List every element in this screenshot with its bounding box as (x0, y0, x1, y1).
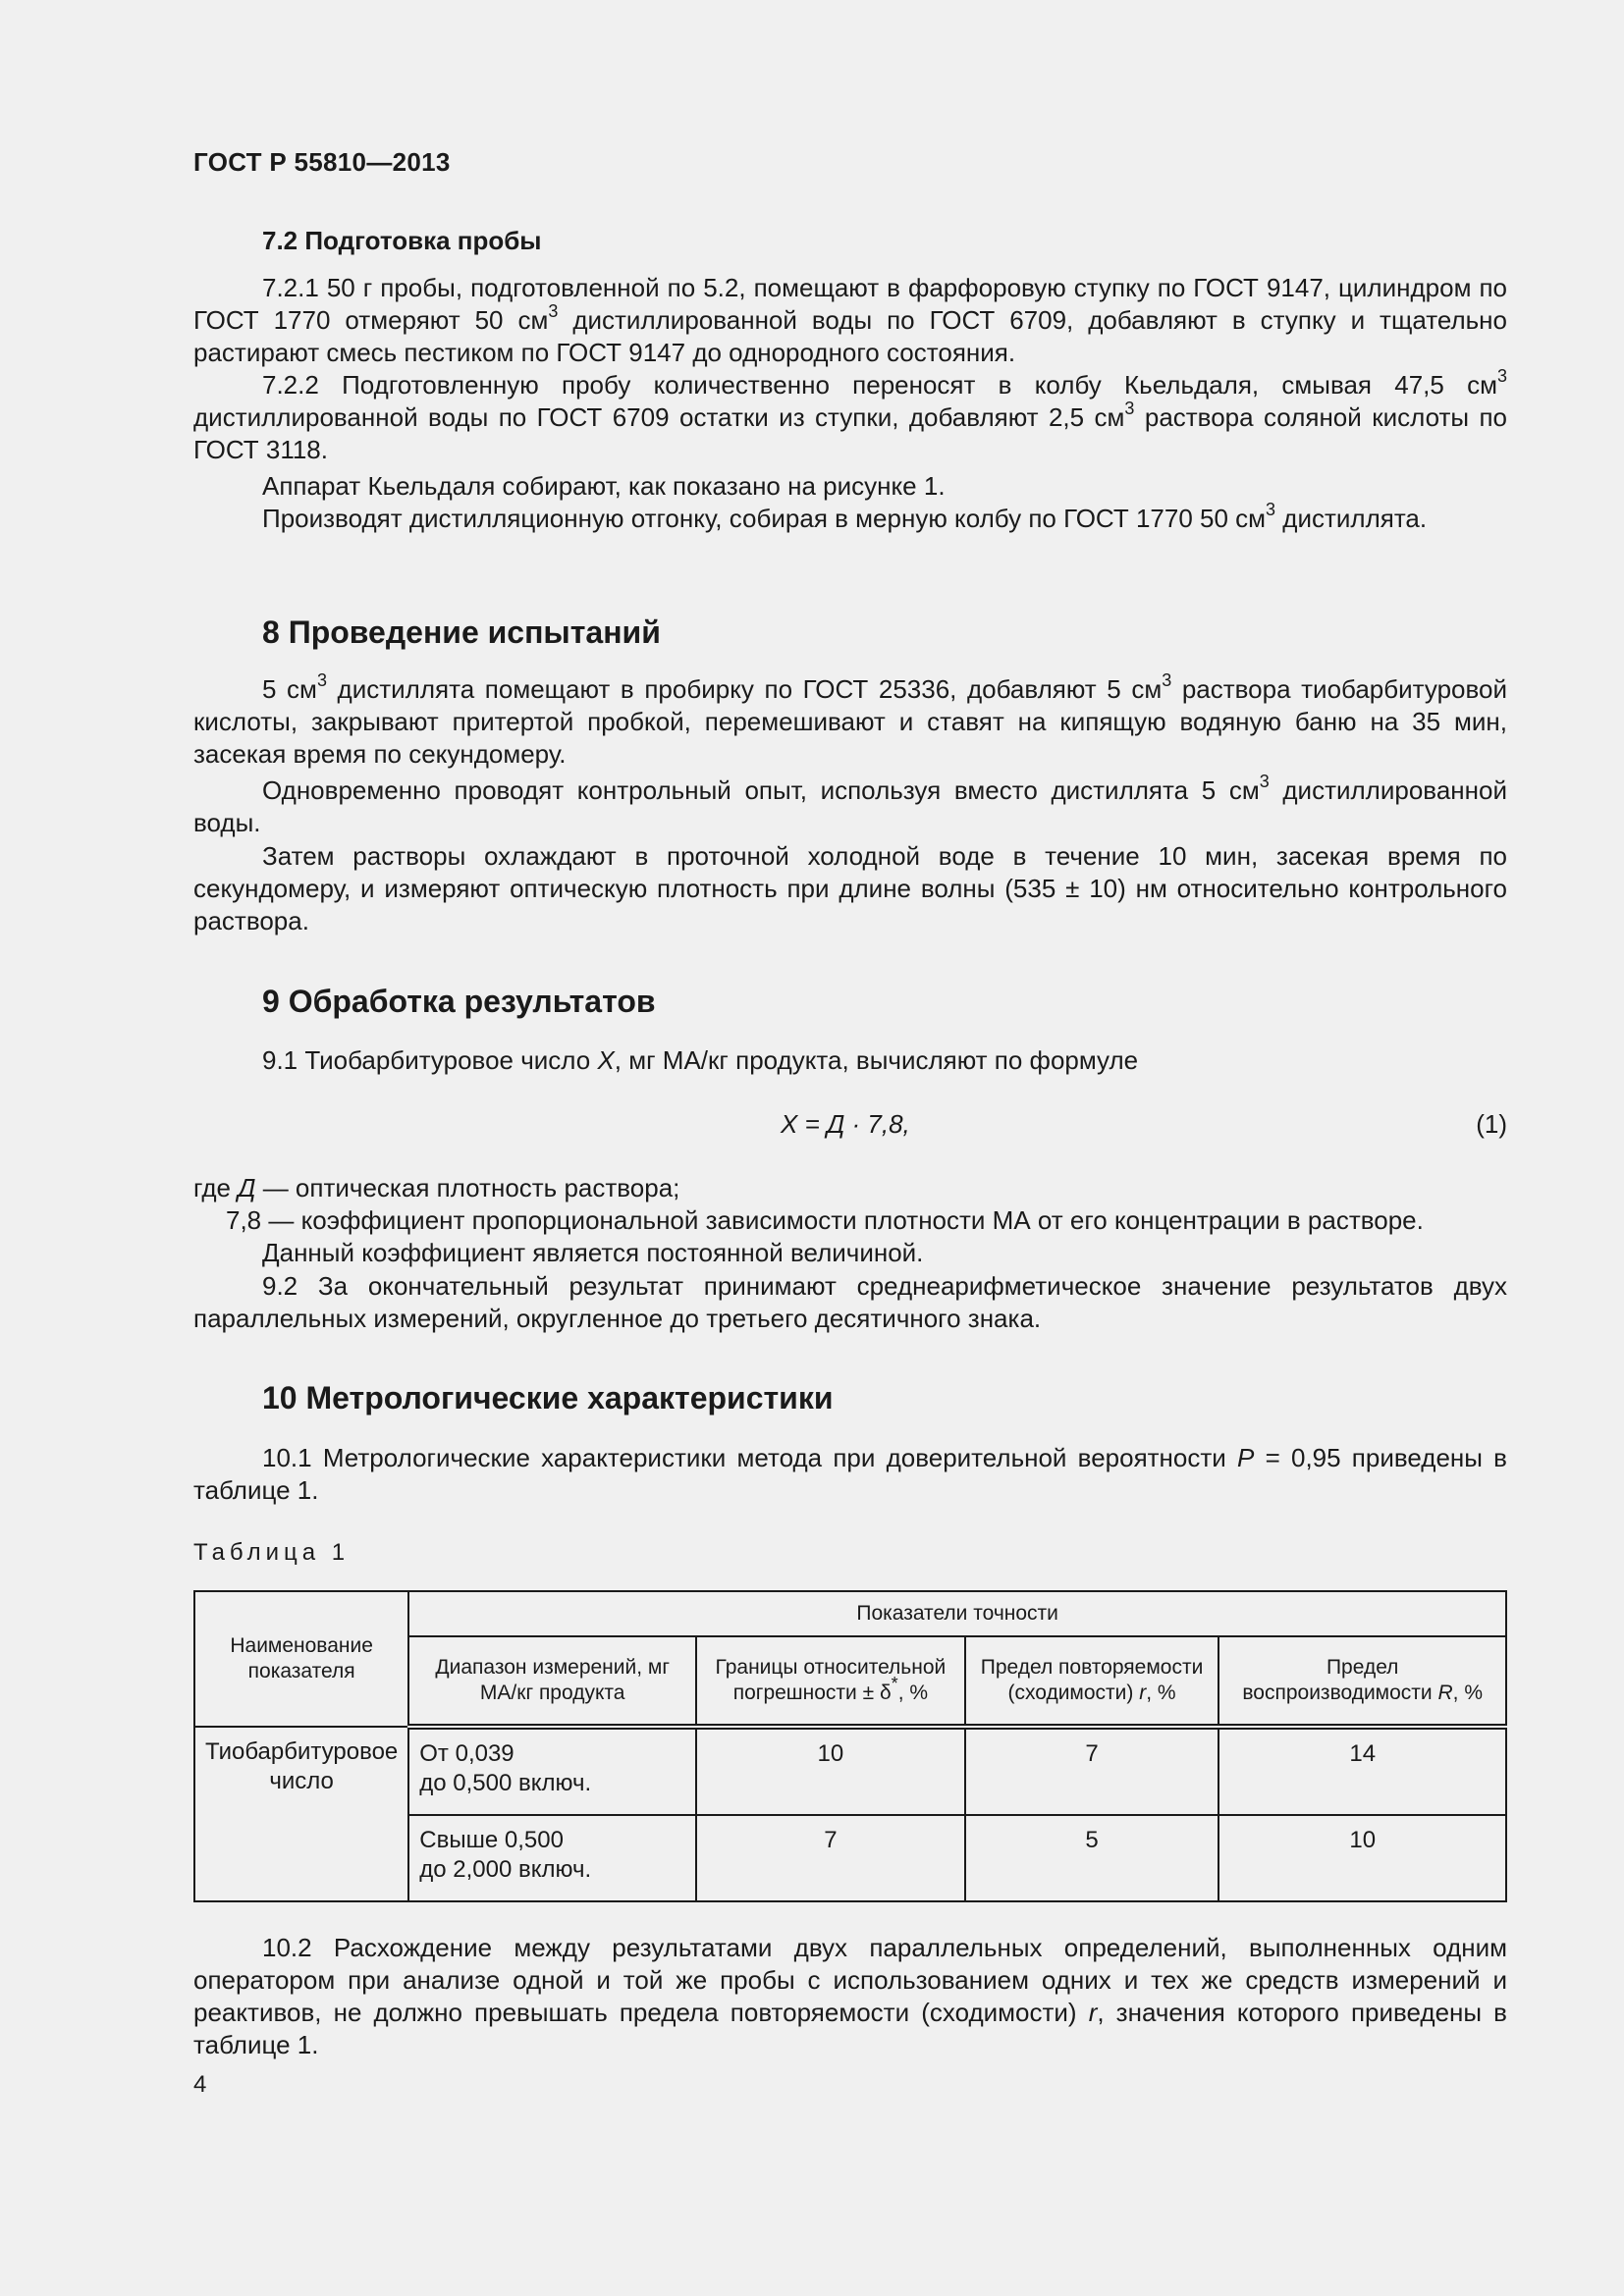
cell-reproducibility: 14 (1218, 1727, 1506, 1815)
formula-number: (1) (1476, 1109, 1507, 1139)
paragraph-8-1: 5 $см^3$ дистиллята помещают в пробирку по ГОСТ 25336, добавляют 5 $см^3$ раствора тиобарбитуровой кислоты, закрывают притертой пробкой, перемешивают и ставят на кипящую водяную баню на 35 мин, засекая время по секундомеру. (193, 670, 1507, 769)
section-7-2-title: 7.2 Подготовка пробы (262, 226, 542, 255)
paragraph-9-2: 9.2 За окончательный результат принимают среднеарифметическое значение результатов двух параллельных измерений, округленное до третьего десятичного знака. (193, 1271, 1507, 1333)
cell-range: Свыше 0,500 до 2,000 включ. (408, 1815, 696, 1901)
paragraph-9-1: 9.1 Тиобарбитуровое число X, мг МА/кг продукта, вычисляют по формуле (262, 1045, 1139, 1075)
header-error-bounds: Границы относительной погрешности ± δ*, % (696, 1636, 965, 1727)
header-repeatability: Предел повторяемости (сходимости) r, % (965, 1636, 1219, 1727)
header-indicator-name: Наименование показателя (194, 1591, 408, 1727)
paragraph-7-2-2: 7.2.2 Подготовленную пробу количественно переносят в колбу Кьельдаля, смывая 47,5 $см^3$ дистиллированной воды по ГОСТ 6709 остатки из ступки, добавляют 2,5 $см^3$ раствора соляной кислоты по ГОСТ 3118. (193, 366, 1508, 464)
section-10-title: 10 Метрологические характеристики (262, 1380, 834, 1415)
where-line-1: где Д — оптическая плотность раствора; (193, 1173, 680, 1202)
cell-repeatability: 5 (965, 1815, 1219, 1901)
table-row (194, 1727, 1506, 1815)
cell-repeatability: 7 (965, 1727, 1219, 1815)
cell-indicator: Тиобарбитуровое число (194, 1727, 408, 1901)
where-line-2: 7,8 — коэффициент пропорциональной зависимости плотности МА от его концентрации в растворе. (226, 1205, 1424, 1235)
table-caption: Таблица 1 (193, 1539, 351, 1566)
cell-reproducibility: 10 (1218, 1815, 1506, 1901)
header-range: Диапазон измерений, мг МА/кг продукта (408, 1636, 696, 1727)
paragraph-8-3: Затем растворы охлаждают в проточной холодной воде в течение 10 мин, засекая время по секундомеру, и измеряют оптическую плотность при длине волны (535 ± 10) нм относительно контрольного раствора. (193, 841, 1507, 935)
paragraph-constant: Данный коэффициент является постоянной величиной. (262, 1238, 924, 1267)
paragraph-8-2: Одновременно проводят контрольный опыт, используя вместо дистиллята 5 $см^3$ дистиллированной воды. (193, 772, 1507, 837)
paragraph-10-2: 10.2 Расхождение между результатами двух параллельных определений, выполненных одним оператором при анализе одной и той же пробы с использованием одних и тех же средств измерений и реактивов, не должно превышать предела повторяемости (сходимости) r, значения которого приведены в таблице 1. (193, 1933, 1507, 2059)
header-reproducibility: Предел воспроизводимости R, % (1218, 1636, 1506, 1727)
cell-range: От 0,039 до 0,500 включ. (408, 1727, 696, 1815)
cell-bounds: 7 (696, 1815, 965, 1901)
paragraph-kjeldahl-assembly: Аппарат Кьельдаля собирают, как показано на рисунке 1. (262, 471, 946, 501)
section-8-title: 8 Проведение испытаний (262, 614, 661, 650)
formula-1: X = Д · 7,8, (781, 1109, 910, 1139)
metrology-table (193, 1590, 1507, 1902)
section-9-title: 9 Обработка результатов (262, 984, 656, 1019)
header-accuracy-group: Показатели точности (408, 1591, 1506, 1636)
page-number: 4 (193, 2071, 207, 2098)
standard-designation: ГОСТ Р 55810—2013 (193, 147, 451, 177)
paragraph-7-2-1: 7.2.1 50 г пробы, подготовленной по 5.2, помещают в фарфоровую ступку по ГОСТ 9147, цилиндром по ГОСТ 1770 отмеряют 50 $см^3$ дистиллированной воды по ГОСТ 6709, добавляют в ступку и тщательно растирают смесь пестиком по ГОСТ 9147 до однородного состояния. (193, 273, 1507, 367)
paragraph-distillation: Производят дистилляционную отгонку, собирая в мерную колбу по ГОСТ 1770 50 $см^3$ дистиллята. (262, 500, 1428, 533)
paragraph-10-1: 10.1 Метрологические характеристики метода при доверительной вероятности P = 0,95 приведены в таблице 1. (193, 1443, 1507, 1505)
cell-bounds: 10 (696, 1727, 965, 1815)
